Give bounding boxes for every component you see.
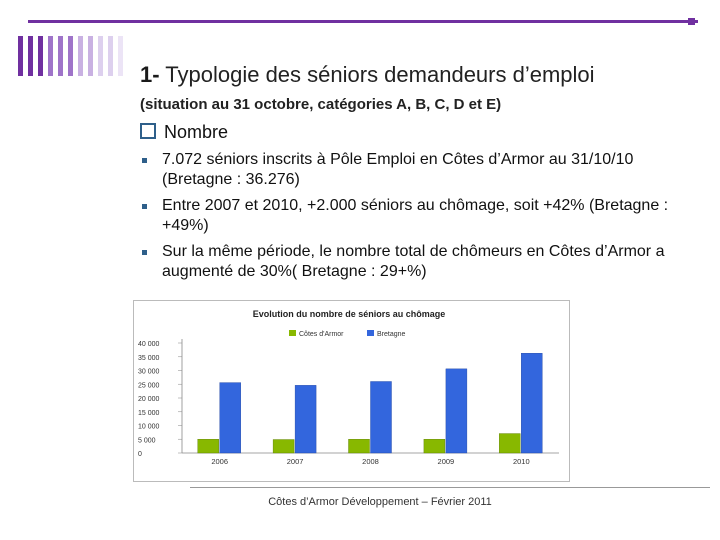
- y-tick-label: 5 000: [138, 437, 156, 445]
- footer-text: Côtes d’Armor Développement – Février 2011: [268, 496, 492, 508]
- y-tick-label: 20 000: [138, 396, 160, 403]
- list-item: [140, 196, 705, 236]
- decor-vertical-bars: [0, 0, 140, 80]
- bar-cotes-armor-2009: [424, 439, 445, 453]
- bar-bretagne-2007: [295, 385, 316, 453]
- title-text: Typologie des séniors demandeurs d’emploi: [165, 62, 595, 87]
- title-number: 1-: [140, 62, 160, 87]
- bullet-text: 7.072 séniors inscrits à Pôle Emploi en Côtes d’Armor au 31/10/10 (Bretagne : 36.276): [162, 151, 634, 188]
- decor-right-square: [688, 18, 695, 25]
- bar-bretagne-2010: [521, 353, 542, 453]
- legend-swatch: [289, 330, 296, 336]
- y-tick-label: 0: [138, 451, 142, 458]
- bullet-text: Sur la même période, le nombre total de chômeurs en Côtes d’Armor a augmenté de 30%( Bretagne : 29+%): [162, 243, 665, 280]
- square-bullet-icon: [142, 204, 147, 209]
- bar-chart: [134, 301, 569, 481]
- list-item: [140, 242, 705, 282]
- y-tick-label: 25 000: [138, 382, 160, 390]
- chart-legend: [289, 330, 406, 338]
- y-tick-label: 10 000: [138, 423, 160, 431]
- y-tick-label: 15 000: [138, 409, 160, 417]
- bar-cotes-armor-2006: [198, 439, 219, 453]
- x-tick-label: 2009: [437, 457, 455, 466]
- footer-divider: [190, 487, 710, 488]
- y-tick-label: 30 000: [138, 368, 160, 376]
- x-tick-label: 2007: [286, 457, 304, 466]
- section-heading: [140, 122, 228, 143]
- legend-label: Bretagne: [377, 331, 406, 338]
- square-bullet-icon: [142, 250, 147, 255]
- square-bullet-icon: [142, 158, 147, 163]
- bar-cotes-armor-2007: [273, 440, 294, 453]
- bar-bretagne-2006: [220, 383, 241, 453]
- chart-title: Evolution du nombre de séniors au chômage: [252, 309, 446, 319]
- bar-cotes-armor-2008: [349, 439, 370, 453]
- page-subtitle: (situation au 31 octobre, catégories A, B, C, D et E): [140, 96, 502, 113]
- checkbox-bullet-icon: [140, 123, 156, 139]
- bar-bretagne-2009: [446, 369, 467, 453]
- bullet-text: Entre 2007 et 2010, +2.000 séniors au chômage, soit +42% (Bretagne : +49%): [162, 197, 669, 234]
- x-tick-label: 2008: [362, 457, 379, 466]
- bullet-list: [140, 150, 705, 288]
- legend-label: Côtes d'Armor: [299, 331, 344, 338]
- chart-container: [133, 300, 570, 482]
- list-item: [140, 150, 705, 190]
- x-tick-label: 2006: [211, 457, 229, 466]
- page-title: [140, 62, 595, 88]
- chart-plot: [138, 339, 559, 466]
- section-label: Nombre: [164, 122, 229, 142]
- y-tick-label: 35 000: [138, 354, 160, 362]
- bar-cotes-armor-2010: [499, 434, 520, 453]
- y-tick-label: 40 000: [138, 341, 160, 348]
- legend-swatch: [367, 330, 374, 336]
- bar-bretagne-2008: [371, 382, 392, 454]
- x-tick-label: 2010: [512, 457, 530, 466]
